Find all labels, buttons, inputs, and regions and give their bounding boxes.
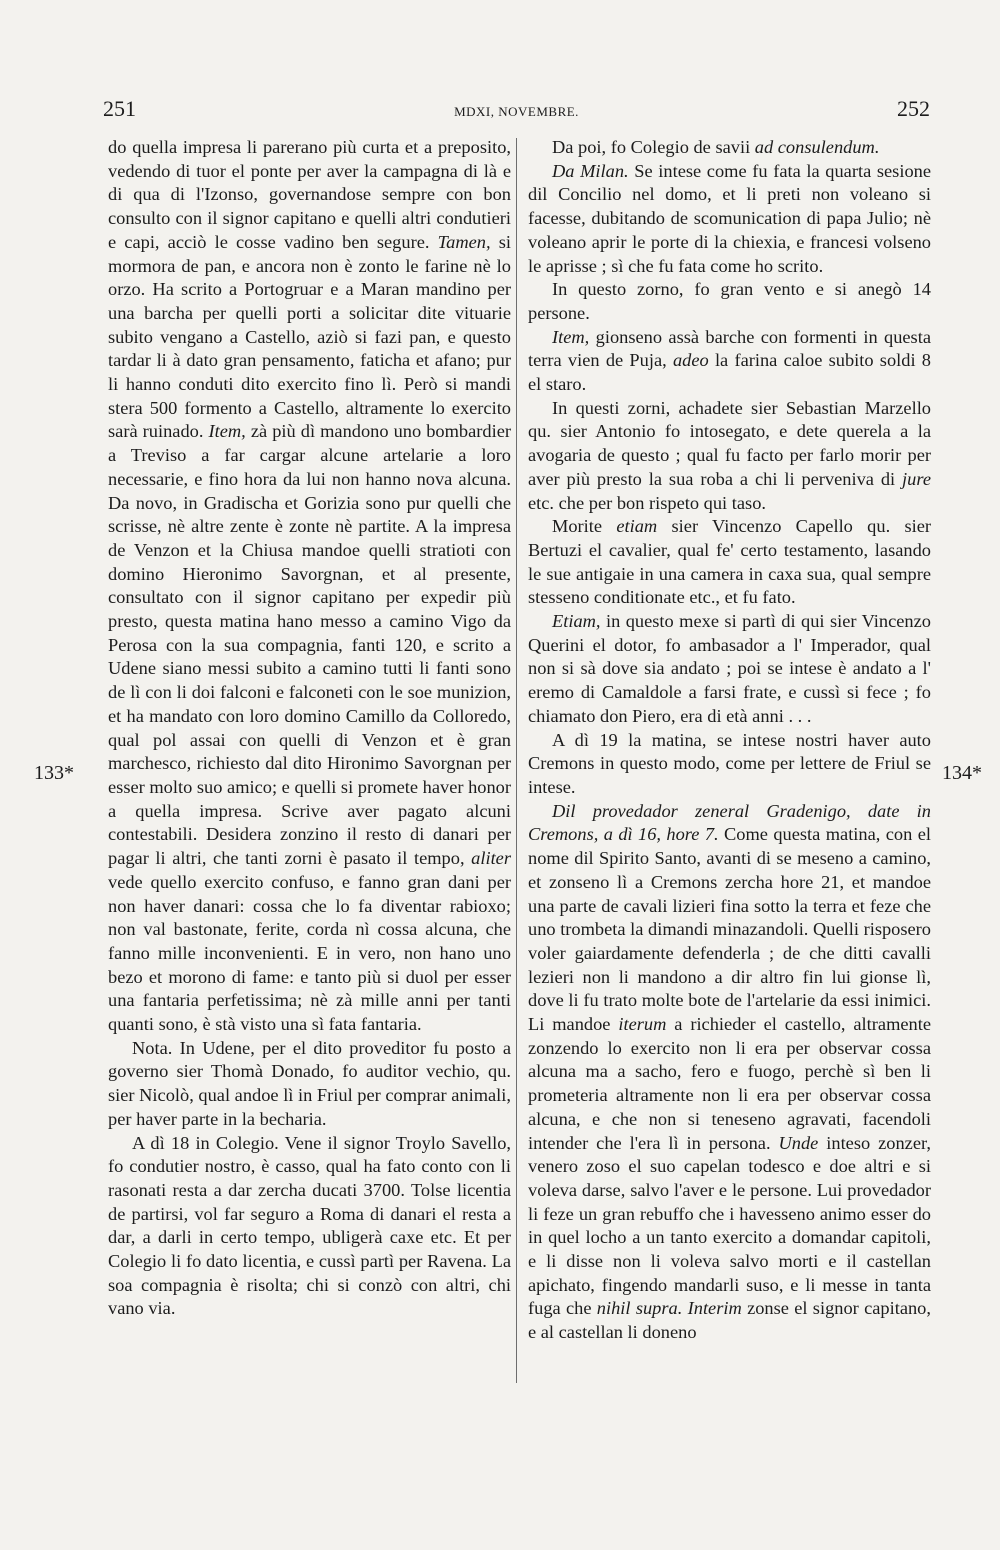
- italic-run: Da Milan.: [552, 160, 629, 181]
- text-run: Come questa matina, con el nome dil Spirito Santo, avanti di se meseno a camino, et zonseno lì a Cremons zercha hore 21, et mandoe una parte de cavali lizieri fina sotto la terra et feze che uno trombeta la dimandi minazandoli. Quelli risposero voler gaiardamente defenderla ; de che ditti cavalli lezieri non li mandono a dir altro fin lui gionse lì, dove li fu trato molte bote de l'artelarie da essi inimici. Li mandoe: [528, 824, 931, 1035]
- text-run: Da poi, fo Colegio de savii: [552, 137, 755, 157]
- italic-run: etiam: [616, 516, 658, 537]
- italic-run: iterum: [618, 1014, 667, 1035]
- italic-run: Interim: [687, 1298, 742, 1319]
- text-run: zonse el signor capitano, e al castellan li doneno: [528, 1298, 931, 1343]
- margin-marker-right: 134*: [942, 762, 982, 784]
- italic-run: Tamen,: [437, 231, 491, 252]
- running-title: MDXI, NOVEMBRE.: [454, 104, 579, 119]
- paragraph: A dì 18 in Colegio. Vene il signor Troylo Savello, fo condutier nostro, è casso, qual ha fato conto con li rasonati resta a dar zercha ducati 3700. Tolse licentia de partirsi, vol far seguro a Roma di danari el resta a dar, a darli in certo tempo, ubligerà caxe etc. Et per Colegio li fo dato licentia, e cussì partì per Ravena. La soa compagnia è risolta; chi si conzò con altri, chi vano via.: [108, 1132, 511, 1319]
- text-run: vede quello exercito confuso, e fanno gran dani per non haver danari: cossa che lo fa diventar rabioxo; non val bastonate, ferite, corda nì cossa alcuna, che fanno mille inconvenienti. E in vero, non hano uno bezo et morono di fame: e tanto più si duol per esser una fantaria perfetissima; nè zà mille anni per tanti quanti sono, è stà visto una sì fata fantaria.: [108, 871, 511, 1035]
- right-column: [528, 136, 931, 1345]
- italic-run: Etiam,: [552, 611, 601, 632]
- paragraph: [108, 136, 511, 1037]
- paragraph: [528, 397, 931, 516]
- text-run: etc. che per bon rispeto qui taso.: [528, 492, 766, 513]
- text-run: gionseno assà barche con formenti in questa terra vien de Puja,: [528, 326, 931, 371]
- paragraph: A dì 19 la matina, se intese nostri haver auto Cremons in questo modo, come per lettere de Friul se intese.: [528, 729, 931, 797]
- italic-run: Dil provedador zeneral Gradenigo, date in Cremons, a dì 16, hore 7.: [528, 800, 931, 845]
- text-run: Morite: [552, 516, 617, 537]
- text-run: In questi zorni, achadete sier Sebastian Marzello qu. sier Antonio fo intosegato, e dete querela a la avogaria de questo ; qual fu facto per farlo morir per aver più presto la sua roba a chi li perveniva di: [528, 397, 931, 489]
- paragraph: [528, 160, 931, 279]
- italic-run: jure: [902, 468, 931, 489]
- left-column: [108, 136, 511, 1321]
- text-run: sier Vincenzo Capello qu. sier Bertuzi el cavalier, qual fe' certo testamento, lasando le sue antigaie in una camera in caxa sua, qual sempre stesseno conditionate etc., et fu fato.: [528, 516, 932, 608]
- paragraph: [528, 610, 931, 729]
- text-run: zà più dì mandono uno bombardier a Treviso a far cargar alcune artelarie a loro necessarie, e fino hora da lui non hanno nova alcuna. Da novo, in Gradischa et Gorizia sono pur quelli che scrisse, nè altre zente è zonte nè partite. A la impresa de Venzon et la Chiusa mandoe quelli stratioti con domino Hieronimo Savorgnan, et al presente, consultato con il signor capitano per expedir più presto, questa matina hano messo a camino Vigo da Perosa con la sua compagnia, fanti 120, e scrito a Udene siano messi subito a camino tutti li fanti sono de lì con li doi falconi e falconeti con le soe munizion, et ha mandato con loro domino Camillo da Colloredo, qual pol assai con quelli di Venzon et è gran marchesco, richiesto dal dito Hironimo Savorgnan per esser molto suo amico; e quelli si promete haver honor a quella impresa. Scrive aver pagato alcuni contestabili. Desidera zonzino il resto di danari per pagar li altri, che tanti zorni è pasato il tempo,: [108, 421, 511, 869]
- paragraph: [528, 800, 931, 1345]
- italic-run: Item,: [552, 326, 590, 347]
- paragraph: [528, 326, 931, 397]
- text-run: do quella impresa li parerano più curta et a preposito, vedendo di tuor el ponte per aver la campagna di là e di qua di l'Izonso, governandose sempre con bon consulto con il signor capitano e quelli altri condutieri e capi, acciò le cosse vadino ben segure.: [108, 137, 511, 252]
- page-number-right: 252: [897, 96, 930, 121]
- text-run: si mormora de pan, e ancora non è zonto le farine nè lo orzo. Ha scrito a Portogruar e a Maran mandino per una barcha per quelli porti a solicitar dite vituarie subito vengano a Castello, aziò si fazi pan, e questo tardar li à dato gran pensamento, faticha et afano; pur li hanno conduti dito exercito fino lì. Però si mandi stera 500 formento a Castello, altramente lo exercito sarà ruinado.: [108, 231, 511, 442]
- paragraph: [528, 136, 931, 160]
- italic-run: Item,: [208, 421, 246, 442]
- italic-run: nihil supra.: [596, 1298, 683, 1319]
- paragraph: In questo zorno, fo gran vento e si anegò 14 persone.: [528, 279, 931, 323]
- paragraph: [528, 515, 931, 610]
- column-divider: [516, 138, 517, 1383]
- text-run: la farina caloe subito soldi 8 el staro.: [528, 350, 931, 395]
- text-run: Se intese come fu fata la quarta sesione dil Concilio nel domo, et li preti non voleano si facesse, dubitando de scomunication di papa Julio; nè voleano aprir le porte di la chiexia, e francesi volseno le aprisse ; sì che fu fata come ho scrito.: [528, 160, 931, 276]
- italic-run: adeo: [672, 350, 709, 371]
- italic-run: ad consulendum.: [754, 137, 880, 157]
- italic-run: Unde: [778, 1132, 819, 1153]
- text-run: a richieder el castello, altramente zonzendo lo exercito non li era per observar cossa alcuna ma a sacho, fero e fuogo, perchè sì ben li prometeria altramente non li era per observar cossa alcuna, e che non si teneseno agravati, facendoli intender che l'era lì in persona.: [528, 1014, 931, 1153]
- italic-run: aliter: [471, 848, 511, 869]
- page-header: [103, 96, 930, 126]
- page-number-left: 251: [103, 96, 136, 121]
- paragraph: Nota. In Udene, per el dito proveditor fu posto a governo sier Thomà Donado, fo auditor vechio, qu. sier Nicolò, qual andoe lì in Friul per comprar animali, per haver parte in la becharia.: [108, 1037, 511, 1129]
- margin-marker-left: 133*: [34, 762, 74, 784]
- text-run: in questo mexe si partì di qui sier Vincenzo Querini el dotor, fo ambasador a l' Imperador, qual non si sà dove sia andato ; poi se intese è andato a l' eremo di Camaldole a farsi frate, e cussì si fece ; fo chiamato don Piero, era di età anni . . .: [528, 611, 931, 726]
- text-run: inteso zonzer, venero zoso el suo capelan todesco e doe altri e si voleva darse, salvo l'aver e le persone. Lui provedador li feze un gran rebuffo che i havesseno animo esser do in quel locho a un tanto exercito a domandar capitoli, e li disse non li voleva salvo morti e il castellan apichato, fingendo mandarli suso, e li messe in tanta fuga che: [528, 1132, 931, 1319]
